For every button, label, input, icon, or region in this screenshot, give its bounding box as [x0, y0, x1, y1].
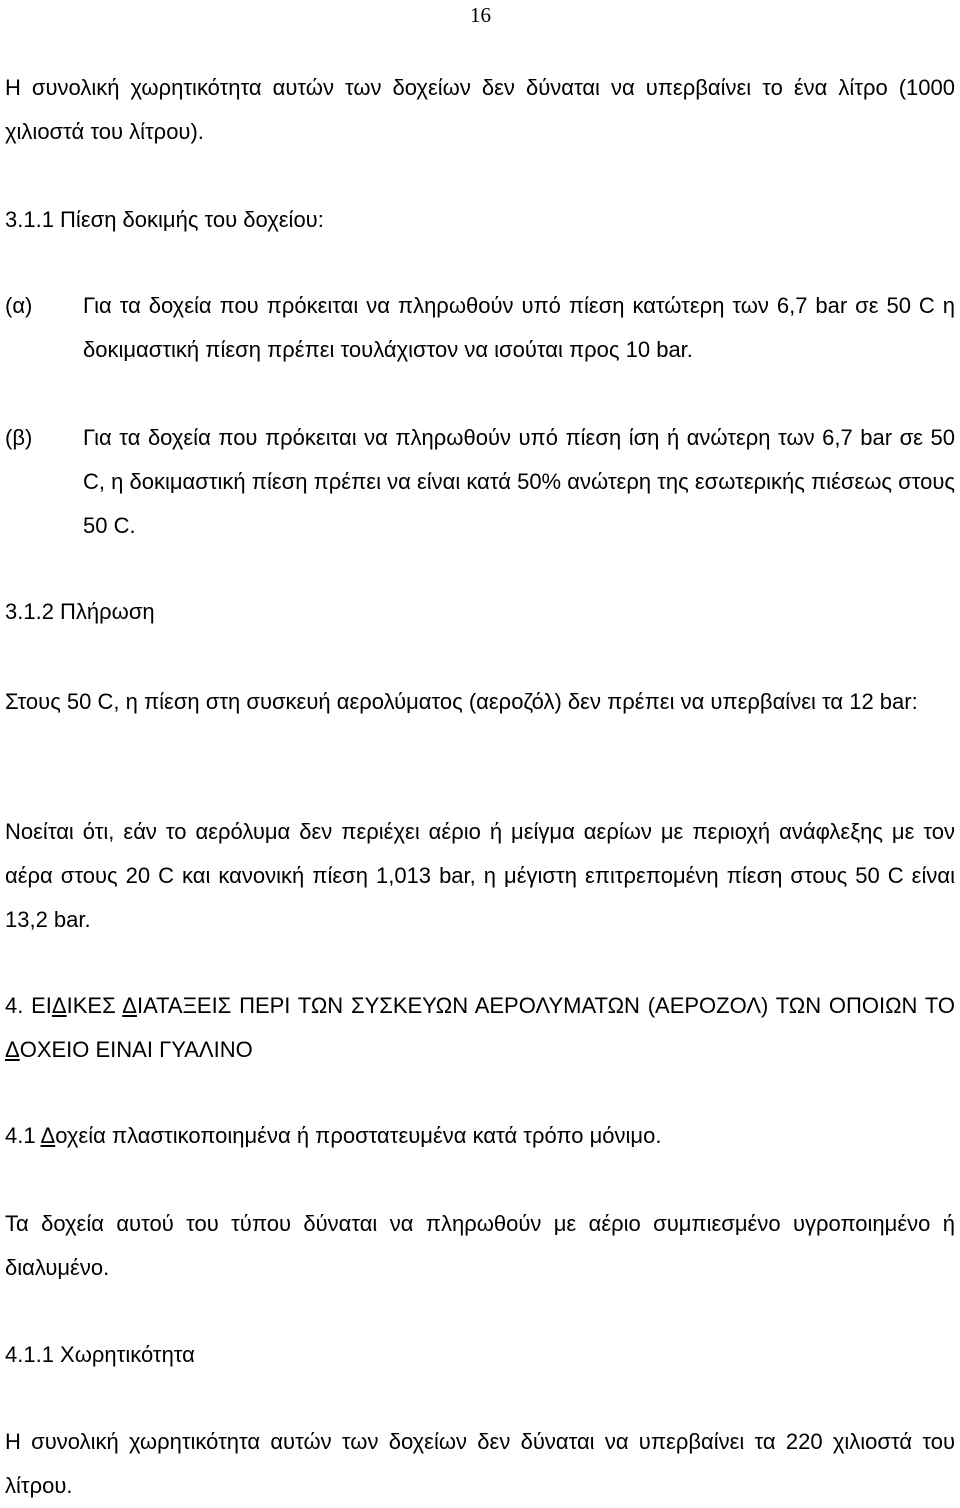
heading-4-1-prefix: 4.1: [5, 1123, 41, 1148]
section-4-underlined-3: Δ: [5, 1037, 20, 1062]
list-item-label: (α): [5, 293, 33, 318]
list-item-label: (β): [5, 425, 33, 450]
heading-3-1-2: 3.1.2 Πλήρωση: [5, 599, 155, 624]
heading-3-1-1: 3.1.1 Πίεση δοκιμής του δοχείου:: [5, 207, 324, 232]
section-4-text-4: ΟΧΕΙΟ ΕΙΝΑΙ ΓΥΑΛΙΝΟ: [19, 1037, 253, 1062]
section-4-text-1: 4. ΕΙ: [5, 993, 52, 1018]
heading-4-1-1: 4.1.1 Χωρητικότητα: [5, 1342, 195, 1367]
list-item-text: Για τα δοχεία που πρόκειται να πληρωθούν υπό πίεση κατώτερη των 6,7 bar σε 50 C η δοκιμαστική πίεση πρέπει τουλάχιστον να ισούται προς 10 bar.: [83, 293, 955, 362]
heading-4-1-rest: οχεία πλαστικοποιημένα ή προστατευμένα κατά τρόπο μόνιμο.: [55, 1123, 662, 1148]
list-item-text: Για τα δοχεία που πρόκειται να πληρωθούν υπό πίεση ίση ή ανώτερη των 6,7 bar σε 50 C, η δοκιμαστική πίεση πρέπει να είναι κατά 50% ανώτερη της εσωτερικής πιέσεως στους 50 C.: [83, 425, 955, 538]
page-number: 16: [470, 3, 491, 27]
note-paragraph: Νοείται ότι, εάν το αερόλυμα δεν περιέχει αέριο ή μείγμα αερίων με περιοχή ανάφλεξης με τον αέρα στους 20 C και κανονική πίεση 1,013 bar, η μέγιστη επιτρεπομένη πίεση στους 50 C είναι 13,2 bar.: [5, 819, 955, 932]
intro-paragraph: Η συνολική χωρητικότητα αυτών των δοχείων δεν δύναται να υπερβαίνει το ένα λίτρο (1000 χιλιοστά του λίτρου).: [5, 75, 955, 144]
filling-paragraph: Στους 50 C, η πίεση στη συσκευή αερολύματος (αεροζόλ) δεν πρέπει να υπερβαίνει τα 12 bar:: [5, 689, 918, 714]
section-4-underlined-2: Δ: [122, 993, 137, 1018]
section-4-text-3: ΙΑΤΑΞΕΙΣ ΠΕΡΙ ΤΩΝ ΣΥΣΚΕΥΩΝ ΑΕΡΟΛΥΜΑΤΩΝ (ΑΕΡΟΖΟΛ) ΤΩΝ ΟΠΟΙΩΝ ΤΟ: [136, 993, 955, 1018]
section-4-heading: [5, 984, 955, 1072]
section-4-underlined-1: Δ: [51, 993, 67, 1018]
heading-4-1-underlined: Δ: [40, 1123, 56, 1148]
section-4-text-2: ΙΚΕΣ: [66, 993, 123, 1018]
capacity-paragraph: Η συνολική χωρητικότητα αυτών των δοχείων δεν δύναται να υπερβαίνει τα 220 χιλιοστά του λίτρου.: [5, 1429, 955, 1498]
heading-4-1: [5, 1114, 955, 1158]
type-paragraph: Τα δοχεία αυτού του τύπου δύναται να πληρωθούν με αέριο συμπιεσμένο υγροποιημένο ή διαλυμένο.: [5, 1211, 955, 1280]
